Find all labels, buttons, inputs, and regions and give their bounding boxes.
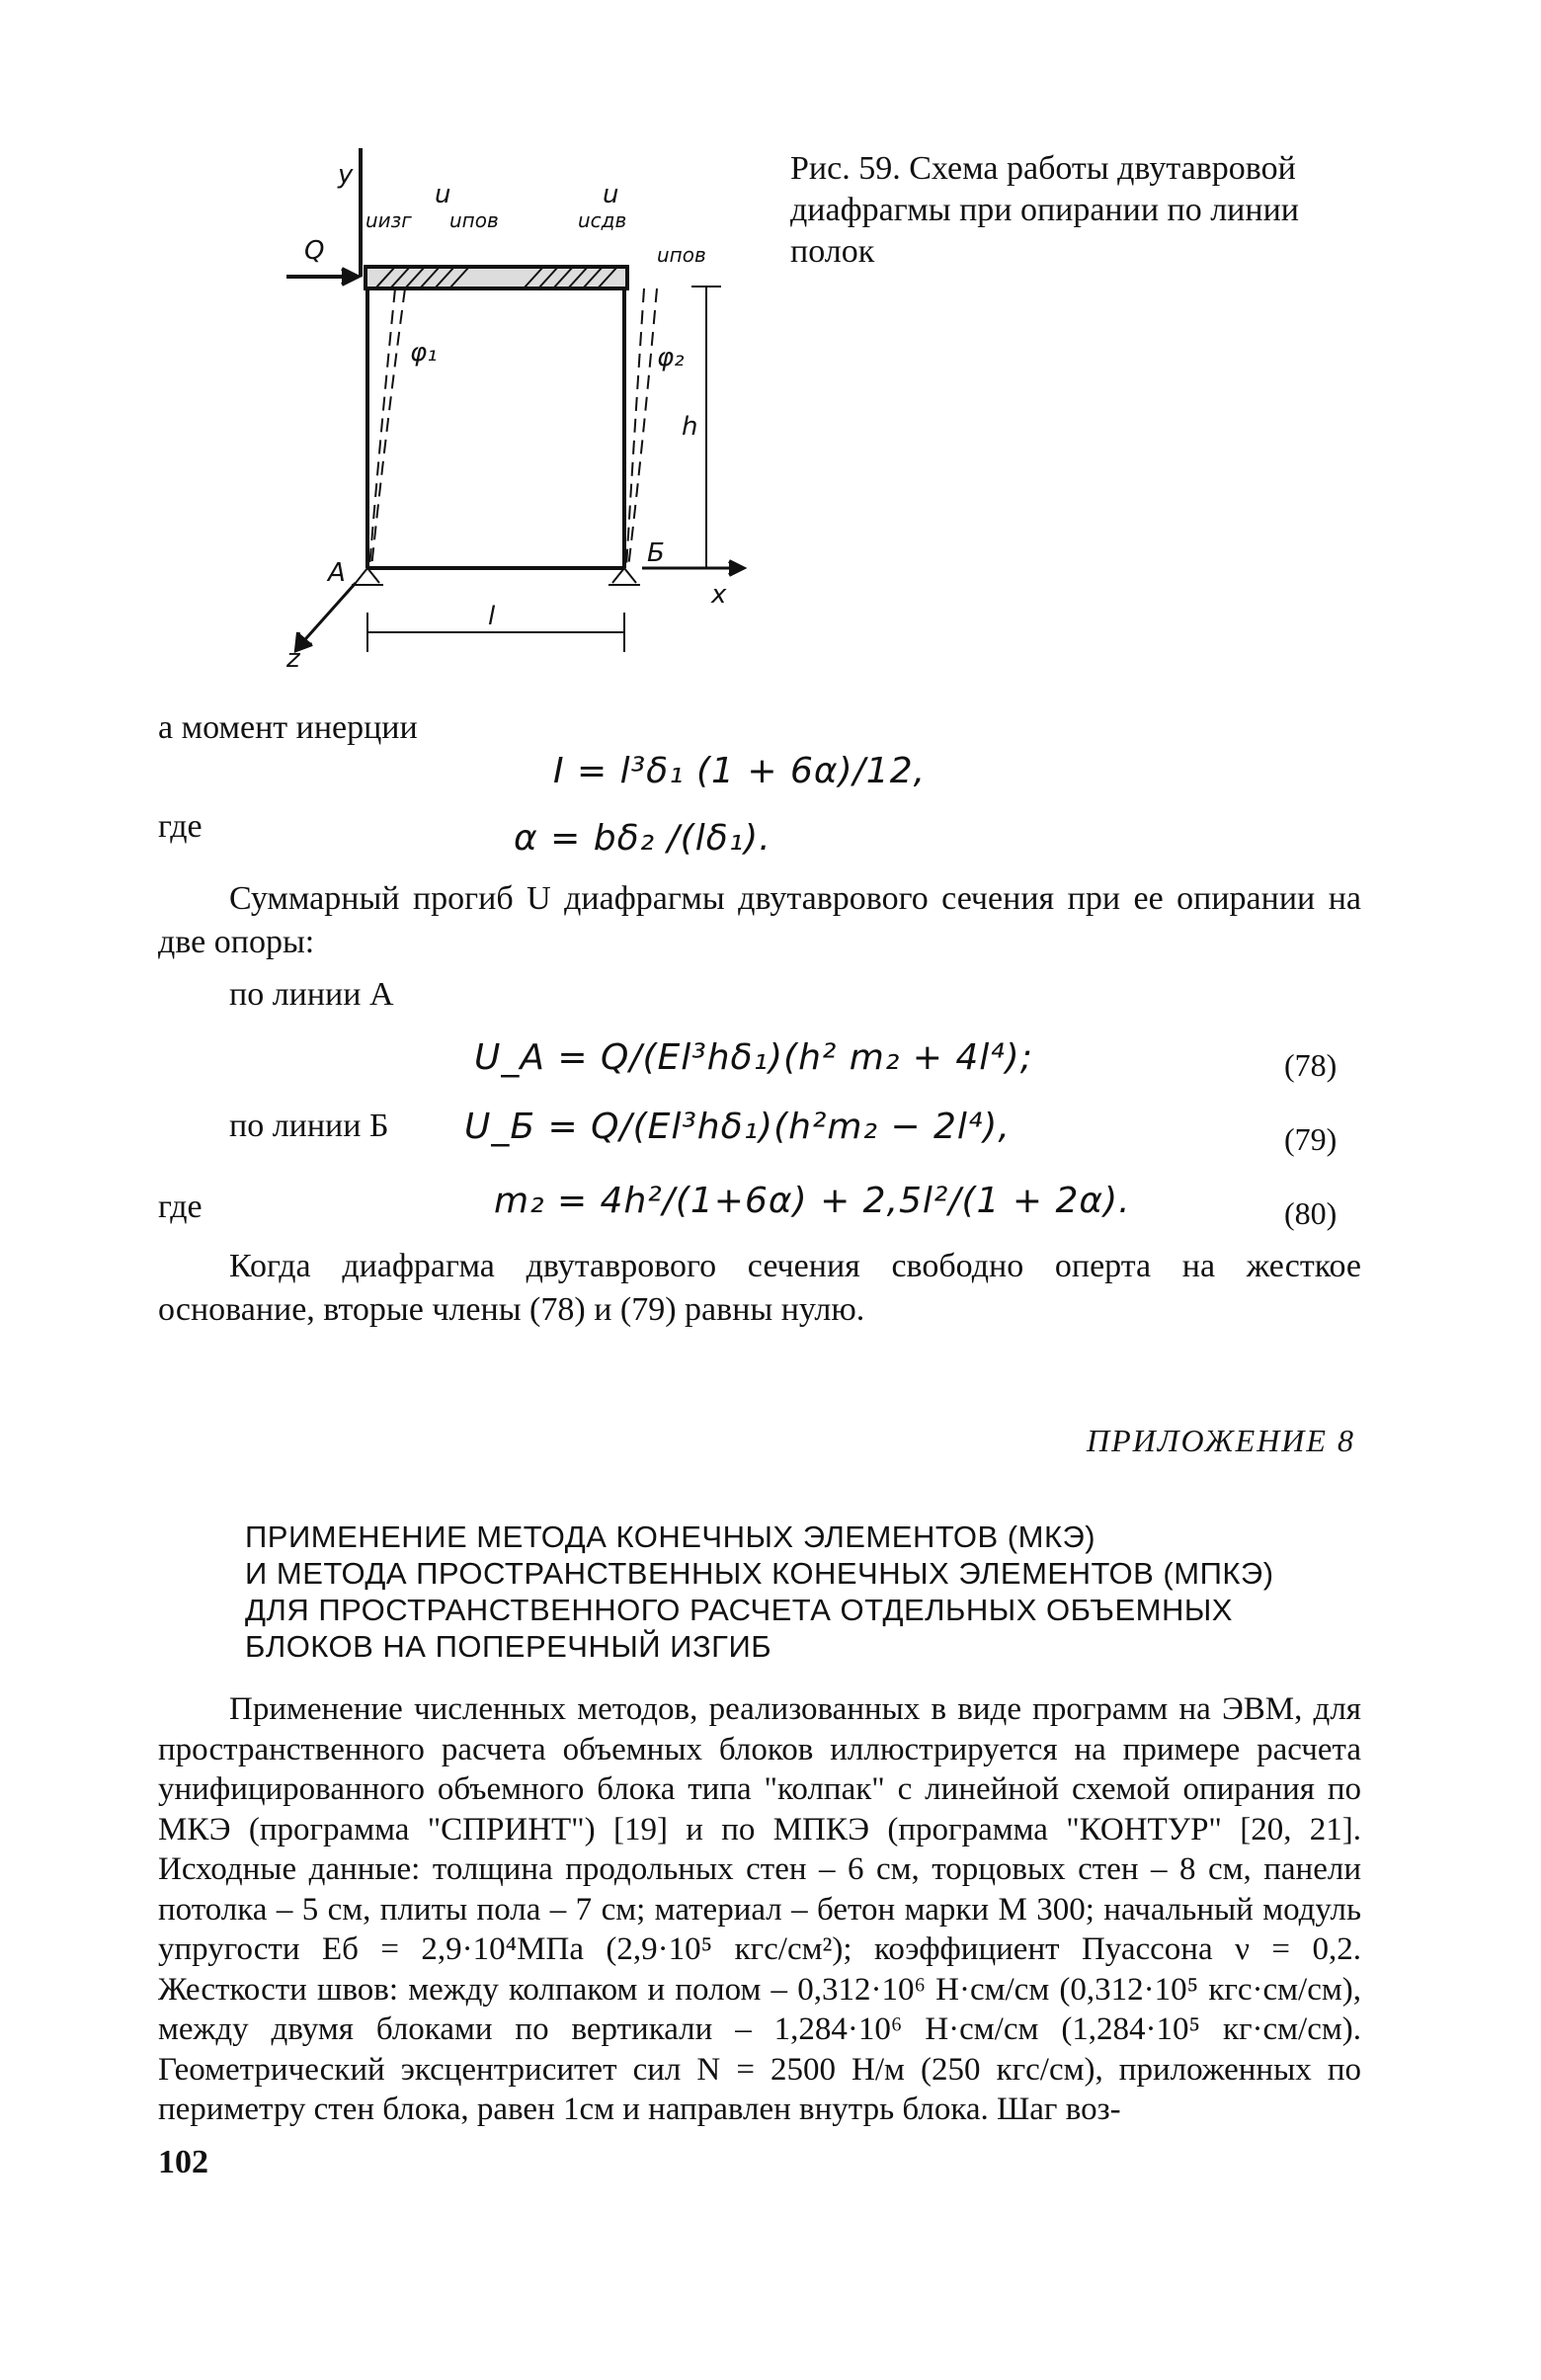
label-q: Q	[304, 236, 325, 266]
label-x: x	[711, 580, 727, 610]
formula-78: U_A = Q/(El³hδ₁)(h² m₂ + 4l⁴);	[474, 1037, 1033, 1078]
total-deflection-text: Суммарный прогиб U диафрагмы двутаврового сечения при ее опирании на две опоры:	[158, 880, 1361, 960]
equation-number-79: (79)	[1284, 1121, 1338, 1157]
appendix-title-line: ДЛЯ ПРОСТРАНСТВЕННОГО РАСЧЕТА ОТДЕЛЬНЫХ ОБЪЕМНЫХ	[245, 1593, 1233, 1627]
label-y: y	[338, 160, 354, 190]
appendix-title-line: БЛОКОВ НА ПОПЕРЕЧНЫЙ ИЗГИБ	[245, 1629, 772, 1664]
appendix-label: ПРИЛОЖЕНИЕ 8	[1087, 1423, 1355, 1458]
figure-caption: Рис. 59. Схема работы двутавровой диафрагмы при опирании по линии полок	[790, 150, 1299, 270]
label-h: h	[682, 412, 698, 442]
formula-alpha: α = bδ₂ /(lδ₁).	[514, 818, 771, 859]
moment-intro: а момент инерции	[158, 709, 418, 746]
label-z: z	[286, 644, 300, 672]
label-l: l	[488, 602, 496, 631]
label-phi2: φ₂	[657, 343, 685, 372]
label-u-pov: uпов	[449, 208, 499, 232]
equation-number-80: (80)	[1284, 1195, 1338, 1231]
appendix-title-line: И МЕТОДА ПРОСТРАНСТВЕННЫХ КОНЕЧНЫХ ЭЛЕМЕНТОВ (МПКЭ)	[245, 1556, 1274, 1591]
label-b: Б	[647, 538, 665, 568]
line-b-label: по линии Б	[229, 1108, 389, 1144]
label-u-pov2: uпов	[657, 243, 706, 267]
page-number: 102	[158, 2144, 208, 2180]
line-a-label: по линии А	[229, 976, 394, 1013]
where-label-2: где	[158, 1189, 203, 1225]
formula-i: I = l³δ₁ (1 + 6α)/12,	[553, 751, 927, 791]
formula-79: U_Б = Q/(El³hδ₁)(h²m₂ − 2l⁴),	[464, 1107, 1011, 1147]
appendix-title-line: ПРИМЕНЕНИЕ МЕТОДА КОНЕЧНЫХ ЭЛЕМЕНТОВ (МКЭ)	[245, 1519, 1096, 1554]
label-u-sdv: uсдв	[578, 208, 627, 232]
label-phi1: φ₁	[410, 338, 438, 368]
appendix-body-paragraph: Применение численных методов, реализованных в виде программ на ЭВМ, для пространственного расчета объемных блоков иллюстрируется на примере расчета унифицированного объемного блока типа "колпак" с линейной схемой опирания по МКЭ (программа "СПРИНТ") [19] и по МПКЭ (программа "КОНТУР" [20, 21]. Исходные данные: толщина продольных стен – 6 см, торцовых стен – 8 см, панели потолка – 5 см, плиты пола – 7 см; материал – бетон марки М 300; начальный модуль упругости Eб = 2,9·10⁴МПа (2,9·10⁵ кгс/см²); коэффициент Пуассона ν = 0,2. Жесткости швов: между колпаком и полом – 0,312·10⁶ Н·см/см (0,312·10⁵ кгс·см/см), между двумя блоками по вертикали – 1,284·10⁶ Н·см/см (1,284·10⁵ кг·см/см). Геометрический эксцентриситет сил N = 2500 Н/м (250 кгс/см), приложенных по периметру стен блока, равен 1см и направлен внутрь блока. Шаг воз-	[158, 1691, 1361, 2127]
conclusion-paragraph: Когда диафрагма двутаврового сечения свободно оперта на жесткое основание, вторые члены (78) и (79) равны нулю.	[158, 1248, 1361, 1328]
label-u1: u	[435, 180, 451, 209]
label-u-izg: uизг	[365, 208, 412, 232]
where-label-1: где	[158, 808, 203, 845]
equation-number-78: (78)	[1284, 1047, 1338, 1083]
label-u2: u	[603, 180, 619, 209]
figure-59-diagram	[277, 119, 751, 672]
formula-80: m₂ = 4h²/(1+6α) + 2,5l²/(1 + 2α).	[494, 1181, 1131, 1221]
label-a: A	[328, 558, 346, 588]
appendix-title	[245, 1518, 1371, 1665]
